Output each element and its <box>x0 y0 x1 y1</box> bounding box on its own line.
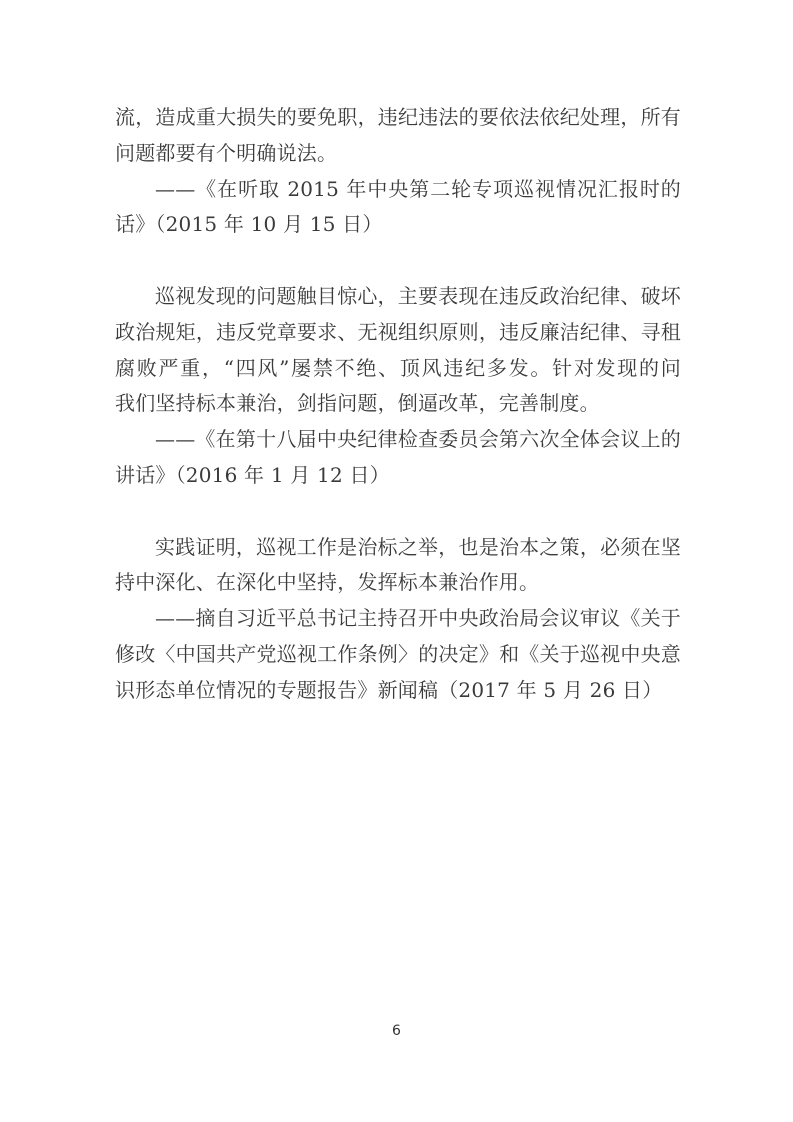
text-line: 识形态单位情况的专题报告》新闻稿（2017 年 5 月 26 日） <box>115 677 663 702</box>
text-line: 实践证明，巡视工作是治标之举，也是治本之策，必须在坚 <box>155 534 681 559</box>
text-line: 巡视发现的问题触目惊心，主要表现在违反政治纪律、破坏 <box>155 283 681 308</box>
text-line: 问题都要有个明确说法。 <box>115 140 338 165</box>
text-line: ——《在听取 2015 年中央第二轮专项巡视情况汇报时的 <box>155 176 681 201</box>
text-line: 我们坚持标本兼治，剑指问题，倒逼改革，完善制度。 <box>115 391 600 416</box>
text-line: 话》（2015 年 10 月 15 日） <box>115 212 383 237</box>
blank-line <box>115 243 681 279</box>
text-line: 讲话》（2016 年 1 月 12 日） <box>115 462 390 487</box>
text-line: ——《在第十八届中央纪律检查委员会第六次全体会议上的 <box>155 427 681 452</box>
text-line: 修改〈中国共产党巡视工作条例〉的决定》和《关于巡视中央意 <box>115 641 681 666</box>
text-line: 持中深化、在深化中坚持，发挥标本兼治作用。 <box>115 570 540 595</box>
text-line: ——摘自习近平总书记主持召开中央政治局会议审议《关于 <box>155 606 681 631</box>
text-line: 流，造成重大损失的要免职，违纪违法的要依法依纪处理，所有 <box>115 105 681 129</box>
page-footer <box>0 1020 793 1041</box>
text-line: 腐败严重，“四风”屡禁不绝、顶风违纪多发。针对发现的问 <box>115 355 681 380</box>
page-number: 6 <box>392 1023 401 1039</box>
document-body <box>115 100 681 709</box>
blank-line <box>115 494 681 530</box>
text-line: 政治规矩，违反党章要求、无视组织原则，违反廉洁纪律、寻租 <box>115 319 681 344</box>
